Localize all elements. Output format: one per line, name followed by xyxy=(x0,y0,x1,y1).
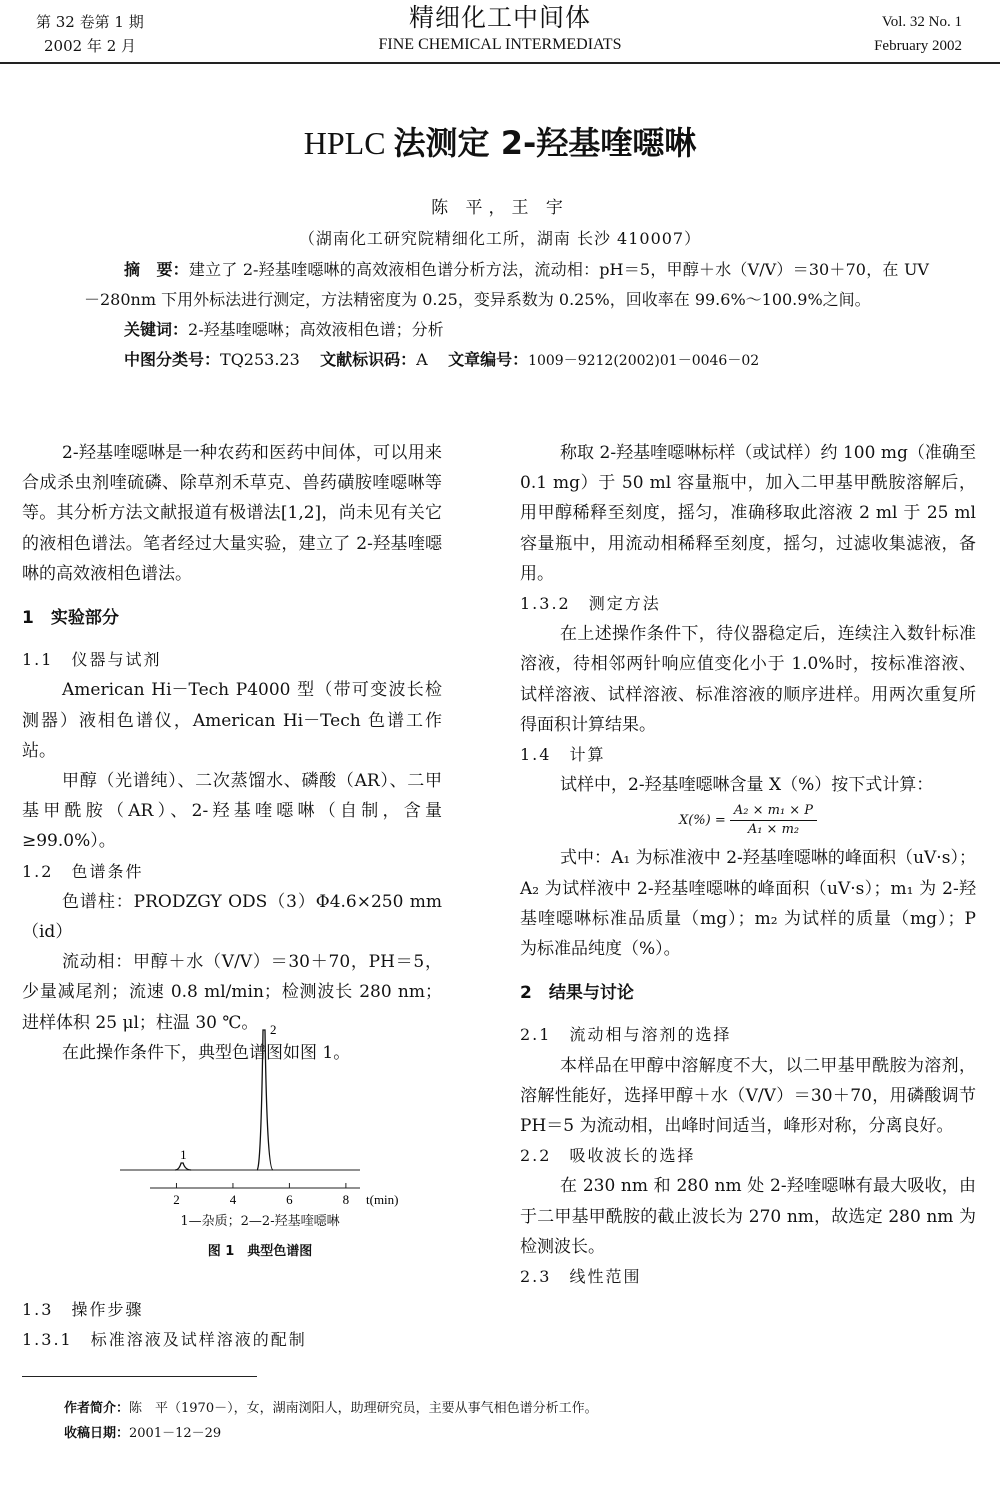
x-tick-label: 4 xyxy=(229,1192,237,1207)
preparation-paragraph: 称取 2-羟基喹噁啉标样（或试样）约 100 mg（准确至 0.1 mg）于 50 ml 容量瓶中，加入二甲基甲酰胺溶解后，用甲醇稀释至刻度，摇匀，准确移取此溶液 2 ml 于 25 ml 容量瓶中，用流动相稀释至刻度，摇匀，过滤收集滤液，备用。 xyxy=(520,443,976,584)
keywords-label: 关键词： xyxy=(124,320,189,339)
formula-fraction xyxy=(730,802,817,839)
article-no-value: 1009－9212(2002)01－0046－02 xyxy=(528,353,760,369)
peak-1 xyxy=(175,1163,191,1170)
peak-2 xyxy=(257,1030,273,1170)
journal-name xyxy=(300,2,700,56)
wavelength-discussion: 在 230 nm 和 280 nm 处 2-羟喹噁啉有最大吸收，由于二甲基甲酰胺的截止波长为 270 nm，故选定 280 nm 为检测波长。 xyxy=(520,1176,976,1257)
section-1-3-1-heading: 1.3.1 标准溶液及试样溶液的配制 xyxy=(22,1330,307,1350)
right-column xyxy=(520,438,976,1292)
formula-numerator: A₂ × m₁ × P xyxy=(730,802,817,821)
section-2-1-heading: 2.1 流动相与溶剂的选择 xyxy=(520,1025,732,1045)
left-column-bottom xyxy=(22,1295,442,1355)
issue-volume: 第 32 卷第 1 期 xyxy=(36,13,144,31)
abstract-block xyxy=(84,255,929,376)
article-no-label: 文章编号： xyxy=(448,350,529,369)
formula-lhs: X(%) = xyxy=(678,813,730,829)
section-2-3-heading: 2.3 线性范围 xyxy=(520,1267,642,1287)
section-2-heading: 2 结果与讨论 xyxy=(520,983,634,1004)
footnote xyxy=(64,1396,598,1446)
section-2-2-heading: 2.2 吸收波长的选择 xyxy=(520,1146,696,1166)
doc-code-label: 文献标识码： xyxy=(320,350,417,369)
column-paragraph: 色谱柱：PRODZGY ODS（3）Φ4.6×250 mm（id） xyxy=(22,891,442,943)
title-main: 法测定 2-羟基喹噁啉 xyxy=(393,124,697,162)
section-1-3-heading: 1.3 操作步骤 xyxy=(22,1300,144,1319)
abstract-label: 摘 要： xyxy=(124,260,189,279)
chromatogram-chart xyxy=(110,1020,430,1210)
received-date: 2001－12－29 xyxy=(129,1426,222,1441)
x-tick-label: 2 xyxy=(173,1192,180,1207)
left-column xyxy=(22,438,442,1068)
reagent-paragraph: 甲醇（光谱纯）、二次蒸馏水、磷酸（AR）、二甲基甲酰胺（AR）、2-羟基喹噁啉（自制，含量≥99.0%）。 xyxy=(22,771,442,852)
keywords: 2-羟基喹噁啉；高效液相色谱；分析 xyxy=(188,320,444,339)
issue-info xyxy=(36,10,144,58)
mobile-phase-discussion: 本样品在甲醇中溶解度不大，以二甲基甲酰胺为溶剂，溶解性能好，选择甲醇＋水（V/V）＝30＋70，用磷酸调节 PH＝5 为流动相，出峰时间适当，峰形对称，分离良好。 xyxy=(520,1055,976,1137)
footnote-rule xyxy=(22,1376,257,1377)
method-paragraph: 在上述操作条件下，待仪器稳定后，连续注入数针标准溶液，待相邻两针响应值变化小于 1.0%时，按标准溶液、试样溶液、试样溶液、标准溶液的顺序进样。用两次重复所得面积计算结果。 xyxy=(520,624,976,735)
figure-caption: 图 1 典型色谱图 xyxy=(207,1244,313,1259)
peak-label-2: 2 xyxy=(270,1022,277,1037)
clc-label: 中图分类号： xyxy=(124,350,221,369)
journal-name-cn: 精细化工中间体 xyxy=(408,3,591,32)
x-tick-label: 6 xyxy=(286,1192,293,1207)
figure-intro: 在此操作条件下，典型色谱图如图 1。 xyxy=(62,1042,351,1063)
formula-denominator: A₁ × m₂ xyxy=(747,822,800,838)
calc-intro: 试样中，2-羟基喹噁啉含量 X（%）按下式计算： xyxy=(560,775,934,796)
title-prefix: HPLC xyxy=(303,125,394,161)
abstract-text: 建立了 2-羟基喹噁啉的高效液相色谱分析方法，流动相：pH＝5，甲醇＋水（V/V）＝30＋70，在 UV－280nm 下用外标法进行测定，方法精密度为 0.25，变异系数为 0.25%，回收率在 99.6%～100.9%之间。 xyxy=(84,260,929,309)
section-1-2-heading: 1.2 色谱条件 xyxy=(22,861,144,881)
authors: 陈 平，王 宇 xyxy=(431,198,569,218)
issue-date: 2002 年 2 月 xyxy=(44,37,137,55)
peak-label-1: 1 xyxy=(180,1147,187,1162)
author-bio-label: 作者简介： xyxy=(64,1401,130,1416)
clc-value: TQ253.23 xyxy=(220,350,300,369)
received-date-label: 收稿日期： xyxy=(64,1426,130,1441)
figure-legend: 1—杂质；2—2-羟基喹噁啉 xyxy=(180,1214,340,1229)
header-rule xyxy=(0,62,1000,64)
mobile-phase-paragraph: 流动相：甲醇＋水（V/V）＝30＋70，PH＝5，少量减尾剂；流速 0.8 ml/min；检测波长 280 nm；进样体积 25 μl；柱温 30 ℃。 xyxy=(22,952,442,1033)
issue-info-en xyxy=(874,10,962,58)
section-1-3-2-heading: 1.3.2 测定方法 xyxy=(520,594,661,614)
section-1-heading: 1 实验部分 xyxy=(22,608,119,629)
journal-name-en: FINE CHEMICAL INTERMEDIATS xyxy=(378,36,622,53)
variables-paragraph: 式中：A₁ 为标准液中 2-羟基喹噁啉的峰面积（uV·s）；A₂ 为试样液中 2-羟基喹噁啉的峰面积（uV·s）；m₁ 为 2-羟基喹噁啉标准品质量（mg）；m₂ 为试样的质量（mg）；P 为标准品纯度（%）。 xyxy=(520,848,976,960)
intro-paragraph: 2-羟基喹噁啉是一种农药和医药中间体，可以用来合成杀虫剂喹硫磷、除草剂禾草克、兽药磺胺喹噁啉等等。其分析方法文献报道有极谱法[1,2]，尚未见有关它的液相色谱法。笔者经过大量实验，建立了 2-羟基喹噁啉的高效液相色谱法。 xyxy=(22,443,442,584)
section-1-4-heading: 1.4 计算 xyxy=(520,745,606,765)
x-tick-label: 8 xyxy=(342,1192,350,1207)
instrument-paragraph: American Hi－Tech P4000 型（带可变波长检测器）液相色谱仪，American Hi－Tech 色谱工作站。 xyxy=(22,680,442,761)
date-en: February 2002 xyxy=(874,38,962,54)
paper-title xyxy=(0,118,1000,164)
affiliation: （湖南化工研究院精细化工所，湖南 长沙 410007） xyxy=(298,229,702,248)
author-bio: 陈 平（1970－），女，湖南浏阳人，助理研究员，主要从事气相色谱分析工作。 xyxy=(129,1401,598,1416)
doc-code-value: A xyxy=(416,350,428,369)
volume-en: Vol. 32 No. 1 xyxy=(881,14,962,30)
x-axis-label: t(min) xyxy=(366,1192,399,1207)
section-1-1-heading: 1.1 仪器与试剂 xyxy=(22,650,162,670)
formula xyxy=(520,802,976,839)
